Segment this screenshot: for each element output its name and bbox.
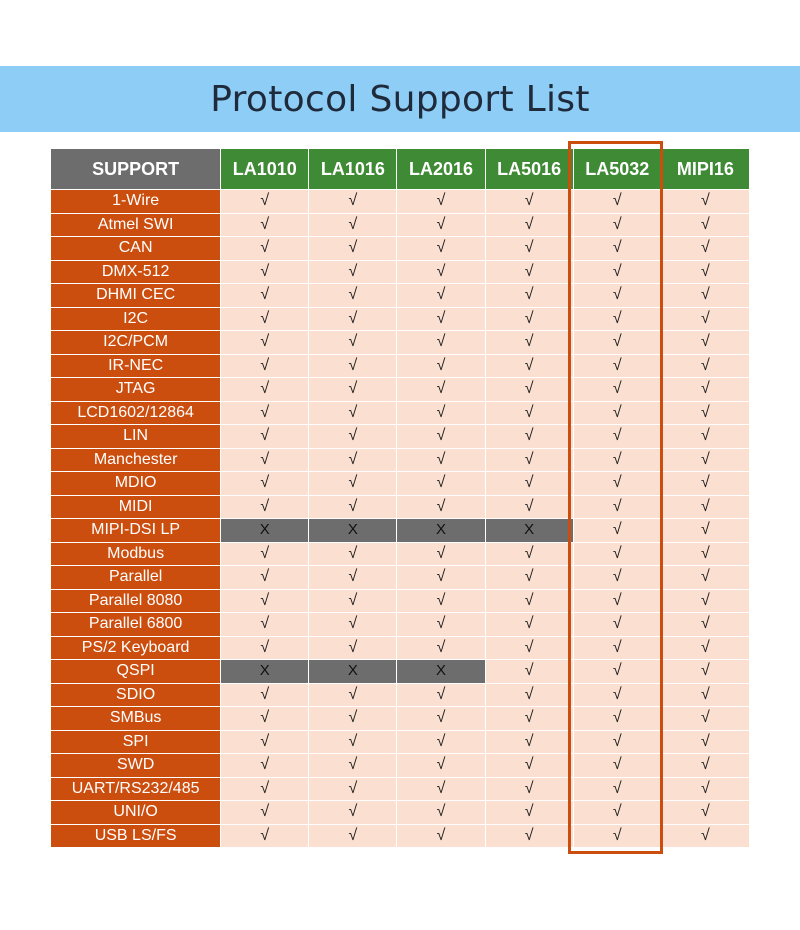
supported-cell: √: [309, 401, 397, 425]
protocol-name: Manchester: [51, 448, 221, 472]
table-row: [51, 237, 750, 261]
supported-cell: √: [661, 824, 749, 848]
protocol-name: UART/RS232/485: [51, 777, 221, 801]
supported-cell: √: [309, 260, 397, 284]
supported-cell: √: [397, 354, 485, 378]
supported-cell: √: [485, 495, 573, 519]
supported-cell: √: [661, 237, 749, 261]
table-row: [51, 730, 750, 754]
supported-cell: √: [309, 284, 397, 308]
supported-cell: √: [573, 566, 661, 590]
supported-cell: √: [661, 613, 749, 637]
table-row: [51, 354, 750, 378]
protocol-name: DHMI CEC: [51, 284, 221, 308]
supported-cell: √: [573, 284, 661, 308]
supported-cell: √: [661, 401, 749, 425]
supported-cell: √: [573, 260, 661, 284]
supported-cell: √: [221, 237, 309, 261]
supported-cell: √: [573, 754, 661, 778]
table-row: [51, 636, 750, 660]
supported-cell: √: [485, 683, 573, 707]
supported-cell: √: [309, 707, 397, 731]
supported-cell: √: [309, 190, 397, 214]
supported-cell: √: [397, 683, 485, 707]
supported-cell: √: [485, 730, 573, 754]
supported-cell: √: [485, 707, 573, 731]
table-row: [51, 613, 750, 637]
supported-cell: √: [221, 754, 309, 778]
supported-cell: √: [397, 331, 485, 355]
column-header-la1016: LA1016: [309, 149, 397, 190]
supported-cell: √: [485, 801, 573, 825]
supported-cell: √: [573, 613, 661, 637]
supported-cell: √: [221, 636, 309, 660]
supported-cell: √: [397, 190, 485, 214]
table-row: [51, 284, 750, 308]
supported-cell: √: [485, 566, 573, 590]
supported-cell: √: [485, 613, 573, 637]
column-header-la5032: LA5032: [573, 149, 661, 190]
supported-cell: √: [573, 730, 661, 754]
supported-cell: √: [485, 237, 573, 261]
table-row: [51, 777, 750, 801]
unsupported-cell: X: [485, 519, 573, 543]
table-row: [51, 566, 750, 590]
supported-cell: √: [397, 730, 485, 754]
supported-cell: √: [661, 213, 749, 237]
supported-cell: √: [573, 331, 661, 355]
protocol-name: LCD1602/12864: [51, 401, 221, 425]
protocol-name: Parallel: [51, 566, 221, 590]
supported-cell: √: [485, 777, 573, 801]
protocol-name: I2C/PCM: [51, 331, 221, 355]
protocol-name: LIN: [51, 425, 221, 449]
supported-cell: √: [485, 401, 573, 425]
supported-cell: √: [573, 472, 661, 496]
supported-cell: √: [309, 237, 397, 261]
supported-cell: √: [573, 495, 661, 519]
supported-cell: √: [221, 542, 309, 566]
supported-cell: √: [485, 589, 573, 613]
supported-cell: √: [221, 448, 309, 472]
protocol-name: Parallel 8080: [51, 589, 221, 613]
supported-cell: √: [397, 237, 485, 261]
protocol-name: SMBus: [51, 707, 221, 731]
supported-cell: √: [573, 589, 661, 613]
supported-cell: √: [309, 448, 397, 472]
protocol-name: USB LS/FS: [51, 824, 221, 848]
table-row: [51, 331, 750, 355]
supported-cell: √: [397, 566, 485, 590]
supported-cell: √: [661, 707, 749, 731]
supported-cell: √: [397, 425, 485, 449]
supported-cell: √: [485, 824, 573, 848]
supported-cell: √: [221, 354, 309, 378]
supported-cell: √: [397, 754, 485, 778]
protocol-name: MIPI-DSI LP: [51, 519, 221, 543]
supported-cell: √: [221, 613, 309, 637]
supported-cell: √: [397, 378, 485, 402]
table-row: [51, 425, 750, 449]
table-row: [51, 190, 750, 214]
supported-cell: √: [221, 213, 309, 237]
table-row: [51, 754, 750, 778]
supported-cell: √: [309, 354, 397, 378]
protocol-name: MDIO: [51, 472, 221, 496]
protocol-name: SDIO: [51, 683, 221, 707]
protocol-name: Parallel 6800: [51, 613, 221, 637]
table-row: [51, 260, 750, 284]
supported-cell: √: [661, 730, 749, 754]
supported-cell: √: [309, 801, 397, 825]
supported-cell: √: [485, 754, 573, 778]
supported-cell: √: [485, 378, 573, 402]
protocol-name: SPI: [51, 730, 221, 754]
column-header-la1010: LA1010: [221, 149, 309, 190]
supported-cell: √: [661, 260, 749, 284]
supported-cell: √: [309, 824, 397, 848]
supported-cell: √: [573, 777, 661, 801]
supported-cell: √: [485, 190, 573, 214]
supported-cell: √: [661, 801, 749, 825]
unsupported-cell: X: [397, 660, 485, 684]
protocol-name: Atmel SWI: [51, 213, 221, 237]
supported-cell: √: [661, 354, 749, 378]
supported-cell: √: [661, 448, 749, 472]
protocol-name: Modbus: [51, 542, 221, 566]
supported-cell: √: [221, 425, 309, 449]
table-row: [51, 378, 750, 402]
supported-cell: √: [573, 801, 661, 825]
supported-cell: √: [573, 636, 661, 660]
supported-cell: √: [397, 213, 485, 237]
supported-cell: √: [221, 801, 309, 825]
supported-cell: √: [221, 190, 309, 214]
protocol-name: IR-NEC: [51, 354, 221, 378]
header-row: [51, 149, 750, 190]
protocol-name: QSPI: [51, 660, 221, 684]
supported-cell: √: [661, 495, 749, 519]
protocol-name: SWD: [51, 754, 221, 778]
supported-cell: √: [221, 495, 309, 519]
supported-cell: √: [661, 542, 749, 566]
supported-cell: √: [221, 260, 309, 284]
supported-cell: √: [397, 260, 485, 284]
supported-cell: √: [661, 683, 749, 707]
supported-cell: √: [309, 378, 397, 402]
table-body: [51, 190, 750, 848]
supported-cell: √: [309, 589, 397, 613]
supported-cell: √: [221, 401, 309, 425]
supported-cell: √: [397, 613, 485, 637]
supported-cell: √: [573, 237, 661, 261]
supported-cell: √: [661, 378, 749, 402]
column-header-mipi16: MIPI16: [661, 149, 749, 190]
supported-cell: √: [221, 472, 309, 496]
supported-cell: √: [221, 566, 309, 590]
supported-cell: √: [573, 448, 661, 472]
supported-cell: √: [661, 519, 749, 543]
supported-cell: √: [661, 566, 749, 590]
supported-cell: √: [397, 589, 485, 613]
supported-cell: √: [573, 307, 661, 331]
protocol-support-table: [50, 148, 750, 848]
protocol-name: I2C: [51, 307, 221, 331]
table-row: [51, 801, 750, 825]
supported-cell: √: [485, 284, 573, 308]
supported-cell: √: [573, 190, 661, 214]
protocol-name: DMX-512: [51, 260, 221, 284]
supported-cell: √: [397, 636, 485, 660]
supported-cell: √: [221, 707, 309, 731]
supported-cell: √: [485, 354, 573, 378]
protocol-name: CAN: [51, 237, 221, 261]
supported-cell: √: [397, 542, 485, 566]
supported-cell: √: [485, 448, 573, 472]
supported-cell: √: [573, 824, 661, 848]
supported-cell: √: [485, 425, 573, 449]
supported-cell: √: [309, 307, 397, 331]
table-row: [51, 519, 750, 543]
unsupported-cell: X: [309, 519, 397, 543]
supported-cell: √: [485, 660, 573, 684]
unsupported-cell: X: [309, 660, 397, 684]
supported-cell: √: [221, 589, 309, 613]
supported-cell: √: [309, 636, 397, 660]
unsupported-cell: X: [221, 519, 309, 543]
supported-cell: √: [573, 519, 661, 543]
supported-cell: √: [309, 566, 397, 590]
unsupported-cell: X: [221, 660, 309, 684]
supported-cell: √: [573, 354, 661, 378]
supported-cell: √: [485, 213, 573, 237]
supported-cell: √: [661, 754, 749, 778]
supported-cell: √: [309, 213, 397, 237]
column-header-support: SUPPORT: [51, 149, 221, 190]
supported-cell: √: [397, 448, 485, 472]
supported-cell: √: [573, 542, 661, 566]
supported-cell: √: [309, 613, 397, 637]
supported-cell: √: [397, 824, 485, 848]
supported-cell: √: [309, 777, 397, 801]
supported-cell: √: [661, 284, 749, 308]
supported-cell: √: [309, 425, 397, 449]
supported-cell: √: [397, 472, 485, 496]
supported-cell: √: [221, 730, 309, 754]
supported-cell: √: [309, 754, 397, 778]
supported-cell: √: [573, 213, 661, 237]
table-row: [51, 660, 750, 684]
protocol-name: UNI/O: [51, 801, 221, 825]
table-row: [51, 307, 750, 331]
supported-cell: √: [661, 190, 749, 214]
supported-cell: √: [485, 307, 573, 331]
supported-cell: √: [573, 378, 661, 402]
supported-cell: √: [485, 636, 573, 660]
supported-cell: √: [661, 331, 749, 355]
table-row: [51, 448, 750, 472]
supported-cell: √: [221, 824, 309, 848]
table-row: [51, 495, 750, 519]
unsupported-cell: X: [397, 519, 485, 543]
table-row: [51, 213, 750, 237]
supported-cell: √: [221, 683, 309, 707]
title-banner: [0, 66, 800, 132]
supported-cell: √: [661, 472, 749, 496]
supported-cell: √: [573, 401, 661, 425]
table-row: [51, 542, 750, 566]
supported-cell: √: [485, 260, 573, 284]
supported-cell: √: [221, 307, 309, 331]
protocol-name: JTAG: [51, 378, 221, 402]
table-row: [51, 683, 750, 707]
protocol-name: 1-Wire: [51, 190, 221, 214]
supported-cell: √: [661, 425, 749, 449]
supported-cell: √: [397, 801, 485, 825]
protocol-name: PS/2 Keyboard: [51, 636, 221, 660]
supported-cell: √: [573, 707, 661, 731]
supported-cell: √: [221, 777, 309, 801]
supported-cell: √: [309, 331, 397, 355]
supported-cell: √: [309, 495, 397, 519]
supported-cell: √: [221, 331, 309, 355]
supported-cell: √: [221, 284, 309, 308]
supported-cell: √: [661, 777, 749, 801]
supported-cell: √: [221, 378, 309, 402]
supported-cell: √: [573, 425, 661, 449]
supported-cell: √: [485, 331, 573, 355]
supported-cell: √: [309, 472, 397, 496]
supported-cell: √: [309, 683, 397, 707]
page-title: Protocol Support List: [210, 78, 590, 120]
supported-cell: √: [661, 636, 749, 660]
column-header-la2016: LA2016: [397, 149, 485, 190]
supported-cell: √: [397, 707, 485, 731]
supported-cell: √: [661, 307, 749, 331]
table-row: [51, 824, 750, 848]
table-row: [51, 401, 750, 425]
table-row: [51, 589, 750, 613]
supported-cell: √: [397, 401, 485, 425]
supported-cell: √: [397, 495, 485, 519]
supported-cell: √: [573, 660, 661, 684]
supported-cell: √: [661, 589, 749, 613]
supported-cell: √: [397, 777, 485, 801]
supported-cell: √: [309, 542, 397, 566]
supported-cell: √: [397, 284, 485, 308]
table-row: [51, 707, 750, 731]
column-header-la5016: LA5016: [485, 149, 573, 190]
supported-cell: √: [485, 472, 573, 496]
protocol-name: MIDI: [51, 495, 221, 519]
supported-cell: √: [397, 307, 485, 331]
supported-cell: √: [309, 730, 397, 754]
supported-cell: √: [485, 542, 573, 566]
supported-cell: √: [573, 683, 661, 707]
supported-cell: √: [661, 660, 749, 684]
table-row: [51, 472, 750, 496]
